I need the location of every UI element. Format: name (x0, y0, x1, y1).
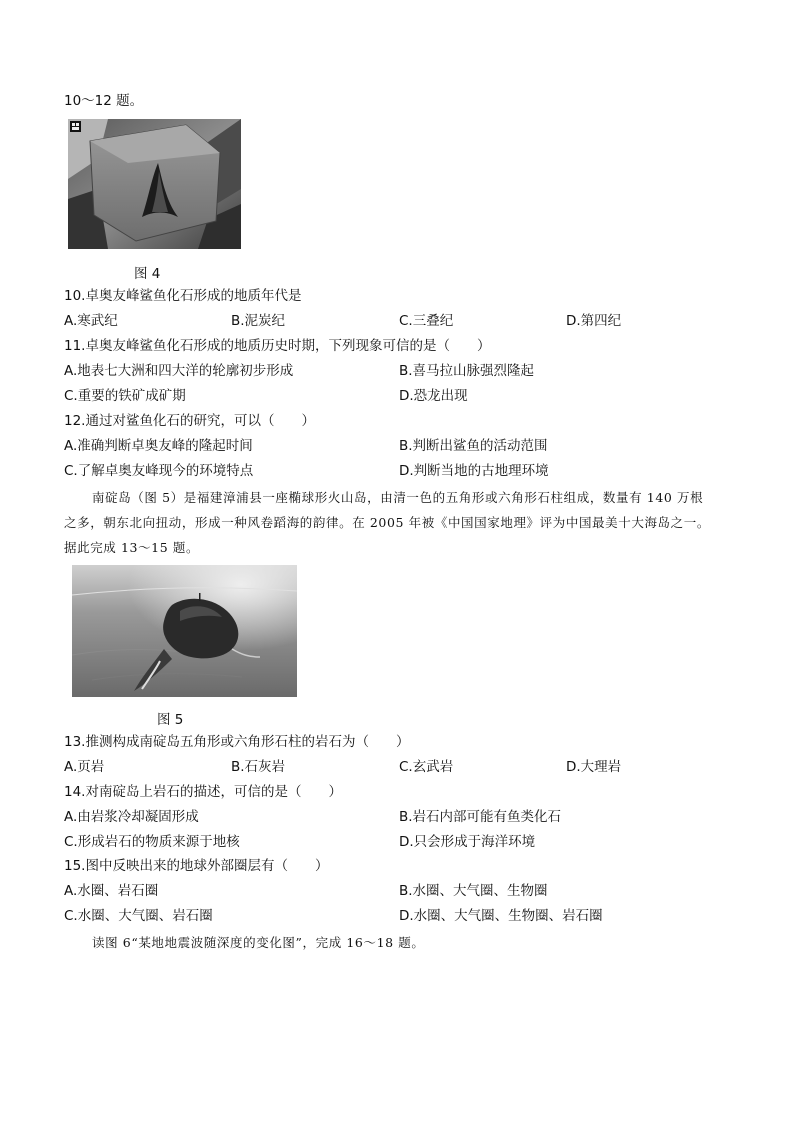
figure-4-caption: 图 4 (134, 266, 161, 282)
figure-5-caption: 图 5 (157, 712, 184, 728)
question-10: 10.卓奥友峰鲨鱼化石形成的地质年代是 (64, 288, 302, 304)
q10-option-d: D.第四纪 (566, 313, 622, 329)
intro-text: 10～12 题。 (64, 93, 144, 109)
q13-option-a: A.页岩 (64, 759, 105, 775)
q10-option-b: B.泥炭纪 (231, 313, 286, 329)
q12-option-c: C.了解卓奥友峰现今的环境特点 (64, 463, 254, 479)
q14-option-b: B.岩石内部可能有鱼类化石 (399, 809, 562, 825)
q14-option-a: A.由岩浆冷却凝固形成 (64, 809, 199, 825)
q14-option-c: C.形成岩石的物质来源于地核 (64, 834, 240, 850)
q13-option-b: B.石灰岩 (231, 759, 286, 775)
passage-3: 读图 6“某地地震波随深度的变化图”，完成 16～18 题。 (92, 935, 425, 950)
question-12: 12.通过对鲨鱼化石的研究，可以（ ） (64, 413, 315, 429)
q13-option-c: C.玄武岩 (399, 759, 454, 775)
q15-option-b: B.水圈、大气圈、生物圈 (399, 883, 548, 899)
q12-option-a: A.准确判断卓奥友峰的隆起时间 (64, 438, 253, 454)
q11-option-b: B.喜马拉山脉强烈隆起 (399, 363, 535, 379)
question-13: 13.推测构成南碇岛五角形或六角形石柱的岩石为（ ） (64, 734, 410, 750)
island-photo (72, 565, 297, 697)
passage-line-2: 之多，朝东北向扭动，形成一种风卷蹈海的韵律。在 2005 年被《中国国家地理》评为中国最美十大海岛之一。 (64, 515, 710, 530)
q15-option-a: A.水圈、岩石圈 (64, 883, 159, 899)
q11-option-c: C.重要的铁矿成矿期 (64, 388, 186, 404)
passage-line-3: 据此完成 13～15 题。 (64, 540, 200, 555)
q10-option-a: A.寒武纪 (64, 313, 118, 329)
q13-option-d: D.大理岩 (566, 759, 622, 775)
q12-option-d: D.判断当地的古地理环境 (399, 463, 549, 479)
q12-option-b: B.判断出鲨鱼的活动范围 (399, 438, 548, 454)
q14-option-d: D.只会形成于海洋环境 (399, 834, 536, 850)
shark-fossil-photo (68, 119, 241, 249)
question-14: 14.对南碇岛上岩石的描述，可信的是（ ） (64, 784, 342, 800)
q11-option-d: D.恐龙出现 (399, 388, 468, 404)
q15-option-c: C.水圈、大气圈、岩石圈 (64, 908, 213, 924)
passage-line-1: 南碇岛（图 5）是福建漳浦县一座椭球形火山岛，由清一色的五角形或六角形石柱组成，数量有 140 万根 (92, 490, 704, 505)
question-11: 11.卓奥友峰鲨鱼化石形成的地质历史时期，下列现象可信的是（ ） (64, 338, 491, 354)
q15-option-d: D.水圈、大气圈、生物圈、岩石圈 (399, 908, 603, 924)
q11-option-a: A.地表七大洲和四大洋的轮廓初步形成 (64, 363, 294, 379)
q10-option-c: C.三叠纪 (399, 313, 454, 329)
question-15: 15.图中反映出来的地球外部圈层有（ ） (64, 858, 329, 874)
